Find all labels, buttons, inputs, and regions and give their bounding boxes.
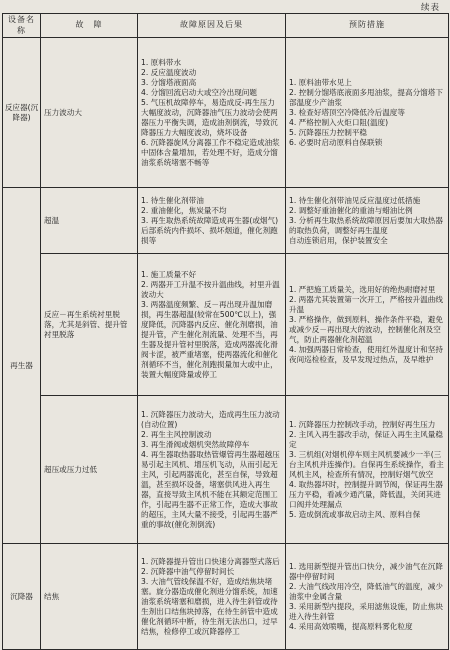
header-measures: 预防措施 (286, 14, 449, 38)
table-row (3, 544, 449, 650)
causes-list (141, 270, 282, 380)
fault-cell: 结焦 (41, 544, 138, 650)
causes-list (141, 58, 282, 168)
device-cell: 再生器 (3, 188, 41, 544)
list-item: 2. 反应温度波动 (141, 67, 197, 77)
list-item: 3. 分析再生取热系统故障原因后要加大取热器的取热负荷，调整好再生温度 (289, 215, 443, 235)
header-fault: 故 障 (41, 14, 138, 38)
list-item: 3. 三机组(对烟机停车则主风机要减少一半(三台主风机并连操作)。自保再生系统操作，看主风机主风，检查所有情况，控制好烟气放空 (289, 449, 444, 479)
list-item: 6. 沉降器旋风分离器工作不稳定造成油浆中固体含量增加，若处理不好，造成分馏油浆系统堵塞不畅等 (141, 137, 280, 167)
measures-list (289, 196, 445, 246)
fault-cell: 超温 (41, 188, 138, 254)
causes-list (141, 196, 282, 246)
list-item: 1. 施工质量不好 (141, 269, 197, 279)
measures-cell (286, 396, 449, 544)
list-item: 2. 重油催化，焦炭量不均 (141, 205, 227, 215)
causes-cell (138, 254, 286, 396)
measures-list (289, 562, 445, 632)
list-item: 2. 主风入再生器改手动，保证入再生主风量稳定 (289, 429, 443, 449)
fault-cell: 超压或压力过低 (41, 396, 138, 544)
measures-list (289, 420, 445, 520)
list-item: 5. 造成倒流或事故启动主风、原料自保 (289, 509, 421, 519)
device-cell: 沉降器 (3, 544, 41, 650)
causes-list (141, 557, 282, 637)
list-item: 1. 选用新型提升管出口快分，减少油气在沉降器中停留时间 (289, 561, 443, 581)
list-item: 4. 采用高效喷嘴，提高原料雾化粒度 (289, 621, 413, 631)
list-item: 4. 取热器坏时，控制提升调节阀，保证再生器压力平稳，看减少通汽量，降低温，关闭其进口阀并处理漏点 (289, 479, 443, 509)
list-item: 3. 分馏塔液面高 (141, 77, 197, 87)
list-item: 2. 控制分馏塔底液面多甩油浆，提高分馏塔下部温度少产油浆 (289, 87, 443, 107)
measures-cell (286, 188, 449, 254)
list-item: 3. 再生滑阀或烟机突然故障停车 (141, 439, 250, 449)
measures-cell (286, 38, 449, 188)
list-item: 5. 沉降器压力控制平稳 (289, 127, 368, 137)
measures-cell (286, 254, 449, 396)
causes-cell (138, 396, 286, 544)
list-item: 1. 沉降器提升管出口快速分离器型式落后 (141, 556, 280, 566)
table-row (3, 254, 449, 396)
list-item: 3. 两器温度频繁、反－再出现升温加磨损，再生器超温(较常在500℃以上)，强度降低，沉降器内反应、催化剂磨损，油提升管，产生催化剂流量、处理不当，再生器及提升管衬里脱落，造成两器流化滑阀卡涩，被严重堵塞，使两器流化和催化剂循环不当，催化剂跑损量加大或中止，装置大幅度降量或停工 (141, 299, 278, 379)
list-item: 4. 再生器取热器取热管爆管再生器超越压易引起主风机、增压机飞动，从而引起无主风，引起两器流化，甚至自保，导致超温，甚至损坏设备，堵塞供风进入再生器，直接导致主风机不能在其额定范围工作，引起再生器不正常工作，造成大事故的超压，主风大量不接受，引起再生器严重的事故(催化剂倒流) (141, 449, 280, 529)
list-item: 3. 检查好塔顶空冷降低冷后温度等 (289, 107, 405, 117)
fault-cell: 反应－再生系统衬里脱落，尤其是斜管、提升管衬里脱落 (41, 254, 138, 396)
causes-list (141, 410, 282, 530)
continued-label: 续表 (420, 3, 440, 13)
list-item: 自动连锁启用，保护装置安全 (289, 235, 388, 245)
table-row (3, 38, 449, 188)
fault-cell: 压力波动大 (41, 38, 138, 188)
list-item: 2. 两器开工升温不按升温曲线，衬里升温波动大 (141, 279, 280, 299)
header-row (3, 14, 449, 38)
list-item: 3. 采用新型内提段，采用滤焦设施，防止焦块进入待生斜管 (289, 601, 443, 621)
list-item: 1. 待生催化剂带油见反应温度过低措施 (289, 195, 421, 205)
measures-cell (286, 544, 449, 650)
header-causes: 故障原因及后果 (138, 14, 286, 38)
list-item: 2. 再生主风控制波动 (141, 429, 212, 439)
list-item: 2. 调整好重油催化的重油与蜡油比例 (289, 205, 413, 215)
list-item: 4. 分馏回流启动大或空冷出现问题 (141, 87, 257, 97)
device-cell: 反应器(沉降器) (3, 38, 41, 188)
list-item: 4. 严格控制入火炬口阻(温度) (289, 117, 389, 127)
list-item: 4. 加强两器日常检查，使用红外温度计和坚持夜间巡检检查，及早发现过热点，及早维护 (289, 344, 443, 364)
table-row (3, 396, 449, 544)
causes-cell (138, 38, 286, 188)
list-item: 2. 沉降器中油气停留时间长 (141, 566, 235, 576)
list-item: 3. 严格操作，做到原料、操作条件平稳，避免或减少反－再出现大的波动，控制催化剂及空气，防止两器催化剂超温 (289, 314, 443, 344)
list-item: 1. 原料油带水见上 (289, 77, 352, 87)
table-row (3, 188, 449, 254)
fault-table (2, 13, 449, 650)
list-item: 2. 大油气线改用冷空，降低油气的温度，减少油浆中金属含量 (289, 581, 443, 601)
causes-cell (138, 188, 286, 254)
list-item: 5. 气压机故障停车，易造成反-再生压力大幅度波动，沉降器油气压力波动会使两器压力平衡失调，造成油剂倒流，导致沉降器压力大幅度波动，烧坏设备 (141, 97, 278, 137)
list-item: 1. 沉降器压力控制改手动，控制好再生压力 (289, 419, 436, 429)
list-item: 1. 沉降器压力波动大，造成再生压力波动(自动位置) (141, 409, 280, 429)
list-item: 2. 两器尤其装置第一次开工，严格按升温曲线升温 (289, 294, 443, 314)
list-item: 3. 大油气管线保温不好，造成结焦块堵塞。旋分器造成催化剂进分馏系统，加速油浆系统堵塞和磨损，进入待生斜管或待生剂出口结焦块掉落，在待生斜管中造成催化剂循环中断，待生剂无法出口，过早结焦，检修停工或沉降器停工 (141, 576, 278, 636)
measures-list (289, 78, 445, 148)
list-item: 1. 原料带水 (141, 57, 182, 67)
list-item: 1. 待生催化剂带油 (141, 195, 204, 205)
list-item: 1. 严把施工质量关，选用好的绝热耐磨衬里 (289, 284, 436, 294)
causes-cell (138, 544, 286, 650)
list-item: 3. 再生取热系统故障造成再生器(或烟气)后部系统内件损坏、损坏烟道，催化剂跑损等 (141, 215, 279, 245)
header-device: 设备名称 (3, 14, 41, 38)
list-item: 6. 必要时启动原料自保联锁 (289, 137, 383, 147)
measures-list (289, 285, 445, 365)
